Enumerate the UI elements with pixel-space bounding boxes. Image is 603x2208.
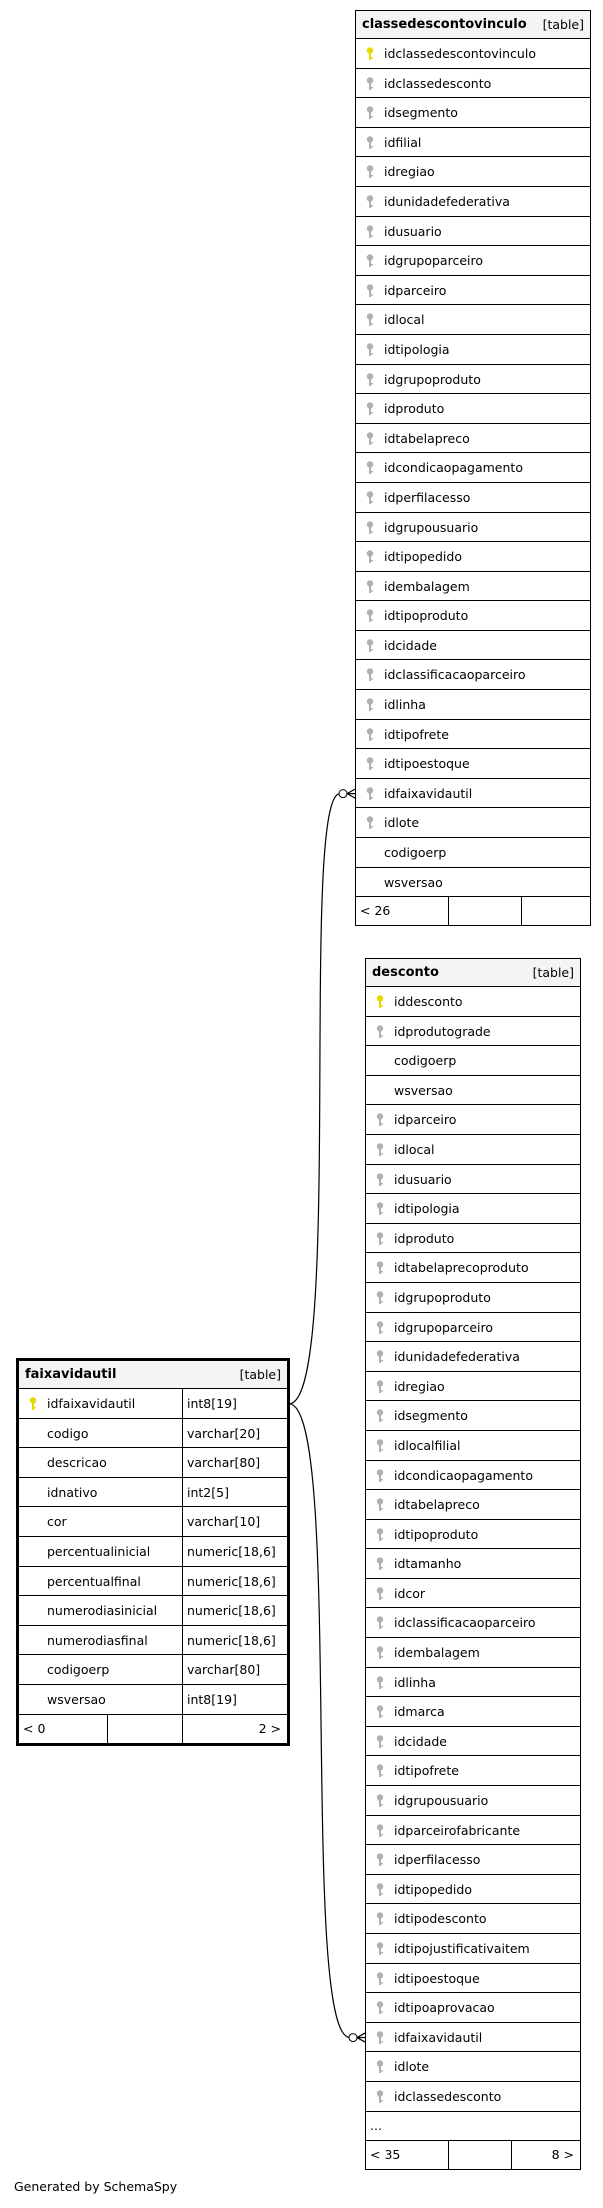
column-name: percentualfinal: [47, 1573, 141, 1589]
column-row[interactable]: [356, 868, 590, 898]
column-name: idperfilacesso: [384, 489, 471, 505]
foreign-key-icon: [366, 698, 374, 712]
footer-left-count[interactable]: < 26: [360, 903, 391, 919]
column-name: idtipoestoque: [394, 1970, 480, 1986]
column-name: codigoerp: [47, 1662, 110, 1678]
foreign-key-icon: [376, 1764, 384, 1778]
column-name: idparceiro: [384, 282, 447, 298]
column-row[interactable]: [366, 1313, 580, 1343]
column-row[interactable]: [366, 1756, 580, 1786]
column-name: idtipoproduto: [384, 608, 469, 624]
column-name: idcidade: [394, 1733, 447, 1749]
foreign-key-icon: [366, 136, 374, 150]
column-name: idlocalfilial: [394, 1437, 461, 1453]
column-type: varchar[20]: [187, 1425, 261, 1441]
column-row[interactable]: [366, 1638, 580, 1668]
table-name[interactable]: faixavidautil: [25, 1367, 117, 1382]
foreign-key-icon: [366, 77, 374, 91]
column-row[interactable]: [19, 1478, 287, 1508]
column-name: idcor: [394, 1585, 426, 1601]
generated-by-note[interactable]: Generated by SchemaSpy: [14, 2179, 178, 2194]
column-list: [19, 1389, 287, 1715]
column-row[interactable]: [366, 1786, 580, 1816]
column-name: codigoerp: [394, 1053, 457, 1069]
column-row[interactable]: [356, 335, 590, 365]
column-row[interactable]: [356, 246, 590, 276]
column-row[interactable]: [366, 1490, 580, 1520]
table-header: [19, 1361, 287, 1389]
column-name: idparceirofabricante: [394, 1822, 521, 1838]
foreign-key-icon: [376, 2001, 384, 2015]
foreign-key-icon: [376, 1972, 384, 1986]
column-row[interactable]: [356, 453, 590, 483]
column-row[interactable]: [366, 1283, 580, 1313]
foreign-key-icon: [376, 1528, 384, 1542]
foreign-key-icon: [376, 2090, 384, 2104]
column-row[interactable]: [366, 1017, 580, 1047]
foreign-key-icon: [366, 550, 374, 564]
column-name: idprodutograde: [394, 1023, 491, 1039]
foreign-key-icon: [376, 1883, 384, 1897]
foreign-key-icon: [376, 1676, 384, 1690]
column-name: codigo: [47, 1425, 89, 1441]
column-row[interactable]: [19, 1419, 287, 1449]
column-name: idlinha: [394, 1674, 436, 1690]
foreign-key-icon: [376, 1261, 384, 1275]
column-row[interactable]: [19, 1685, 287, 1715]
column-name: idusuario: [394, 1171, 452, 1187]
foreign-key-icon: [366, 580, 374, 594]
column-type: numeric[18,6]: [187, 1573, 276, 1589]
column-row[interactable]: [366, 1520, 580, 1550]
column-type: varchar[10]: [187, 1514, 261, 1530]
column-row[interactable]: [356, 631, 590, 661]
column-row[interactable]: [356, 276, 590, 306]
column-type: int8[19]: [187, 1396, 237, 1411]
column-name: idregiao: [384, 164, 435, 180]
column-row[interactable]: [19, 1655, 287, 1685]
column-name: idgrupoparceiro: [394, 1319, 493, 1335]
column-row[interactable]: [366, 1342, 580, 1372]
foreign-key-icon: [376, 1646, 384, 1660]
column-row[interactable]: [356, 69, 590, 99]
column-name: idtipofrete: [384, 726, 449, 742]
foreign-key-icon: [366, 432, 374, 446]
column-row[interactable]: [366, 1461, 580, 1491]
column-name: idnativo: [47, 1484, 98, 1500]
foreign-key-icon: [366, 165, 374, 179]
zero-cardinality-marker: [349, 2034, 357, 2042]
column-row[interactable]: [366, 1727, 580, 1757]
column-name: idlocal: [384, 312, 425, 328]
column-name: idclassedesconto: [394, 2088, 502, 2104]
foreign-key-icon: [376, 1705, 384, 1719]
column-row[interactable]: [356, 157, 590, 187]
foreign-key-icon: [366, 313, 374, 327]
foreign-key-icon: [366, 106, 374, 120]
column-row[interactable]: [366, 2023, 580, 2053]
column-name: idgrupoproduto: [394, 1289, 491, 1305]
column-name: idclassificacaoparceiro: [384, 667, 526, 683]
foreign-key-icon: [376, 2031, 384, 2045]
table-footer: [19, 1715, 287, 1743]
table-desconto[interactable]: [365, 958, 581, 2170]
foreign-key-icon: [366, 225, 374, 239]
column-row[interactable]: [366, 987, 580, 1017]
column-name: idusuario: [384, 223, 442, 239]
column-name: idperfilacesso: [394, 1852, 481, 1868]
column-name: idfaixavidautil: [47, 1396, 136, 1411]
column-type: numeric[18,6]: [187, 1603, 276, 1619]
column-name: idparceiro: [394, 1112, 457, 1128]
foreign-key-icon: [376, 1409, 384, 1423]
column-name: idunidadefederativa: [394, 1349, 520, 1365]
column-row[interactable]: [356, 660, 590, 690]
column-type: int2[5]: [187, 1484, 229, 1500]
column-name: idgrupousuario: [384, 519, 479, 535]
column-name: idtipopedido: [384, 549, 462, 565]
column-row[interactable]: [356, 98, 590, 128]
column-row[interactable]: [356, 749, 590, 779]
column-name: idlote: [384, 815, 420, 831]
foreign-key-icon: [376, 1025, 384, 1039]
column-name: idtabelaprecoproduto: [394, 1260, 529, 1276]
column-name: idtabelapreco: [384, 430, 470, 446]
foreign-key-icon: [376, 1942, 384, 1956]
foreign-key-icon: [376, 1113, 384, 1127]
column-type: int8[19]: [187, 1691, 237, 1707]
more-columns-ellipsis: ...: [366, 2112, 580, 2142]
column-row[interactable]: [366, 1105, 580, 1135]
column-name: idtipoaprovacao: [394, 2000, 495, 2016]
column-row[interactable]: [356, 128, 590, 158]
column-name: idtipopedido: [394, 1881, 472, 1897]
column-name: idtabelapreco: [394, 1497, 480, 1513]
column-name: idproduto: [384, 401, 445, 417]
table-type: [table]: [532, 965, 574, 980]
foreign-key-icon: [376, 1498, 384, 1512]
foreign-key-icon: [376, 1824, 384, 1838]
foreign-key-icon: [366, 284, 374, 298]
column-name: wsversao: [394, 1082, 453, 1098]
column-name: idgrupoparceiro: [384, 253, 483, 269]
column-row[interactable]: [366, 1401, 580, 1431]
column-name: iddesconto: [394, 994, 463, 1009]
foreign-key-icon: [376, 1557, 384, 1571]
column-row[interactable]: [366, 1165, 580, 1195]
column-name: idsegmento: [394, 1408, 468, 1424]
relationship-line-classedescontovinculo: [289, 794, 340, 1404]
table-footer: [366, 2141, 580, 2169]
column-row[interactable]: [19, 1537, 287, 1567]
column-row[interactable]: [356, 305, 590, 335]
table-type: [table]: [239, 1367, 281, 1382]
column-row[interactable]: [366, 1046, 580, 1076]
column-row[interactable]: [366, 1194, 580, 1224]
column-name: idcidade: [384, 637, 437, 653]
table-name[interactable]: desconto: [372, 965, 439, 980]
foreign-key-icon: [366, 639, 374, 653]
foreign-key-icon: [376, 1202, 384, 1216]
column-row[interactable]: [366, 1549, 580, 1579]
column-name: idregiao: [394, 1378, 445, 1394]
primary-key-icon: [366, 47, 374, 61]
column-row[interactable]: [366, 1993, 580, 2023]
foreign-key-icon: [376, 1853, 384, 1867]
column-name: idfaixavidautil: [394, 2029, 483, 2045]
column-row[interactable]: [356, 720, 590, 750]
column-row[interactable]: [19, 1448, 287, 1478]
footer-left-count[interactable]: < 0: [23, 1720, 46, 1736]
column-row[interactable]: [366, 1135, 580, 1165]
column-name: idlinha: [384, 697, 426, 713]
column-name: idmarca: [394, 1704, 445, 1720]
column-row[interactable]: [366, 1431, 580, 1461]
column-row[interactable]: [356, 601, 590, 631]
column-name: idembalagem: [384, 578, 470, 594]
column-row[interactable]: [366, 1904, 580, 1934]
foreign-key-icon: [376, 1291, 384, 1305]
column-row[interactable]: [356, 513, 590, 543]
column-name: numerodiasinicial: [47, 1603, 158, 1619]
table-type: [table]: [542, 17, 584, 32]
column-name: idtamanho: [394, 1556, 462, 1572]
column-row[interactable]: [356, 39, 590, 69]
column-name: idclassedesconto: [384, 75, 492, 91]
column-row[interactable]: [19, 1507, 287, 1537]
column-name: idtipoproduto: [394, 1526, 479, 1542]
primary-key-icon: [376, 995, 384, 1009]
column-name: idtipojustificativaitem: [394, 1941, 530, 1956]
column-list: [366, 987, 580, 2112]
column-row[interactable]: [356, 217, 590, 247]
foreign-key-icon: [376, 1143, 384, 1157]
column-row[interactable]: [356, 690, 590, 720]
foreign-key-icon: [366, 787, 374, 801]
column-row[interactable]: [366, 2052, 580, 2082]
column-name: idclassificacaoparceiro: [394, 1615, 536, 1631]
column-name: idtipologia: [384, 341, 450, 357]
column-row[interactable]: [19, 1389, 287, 1419]
foreign-key-icon: [376, 1380, 384, 1394]
column-type: numeric[18,6]: [187, 1632, 276, 1648]
column-name: idfilial: [384, 134, 422, 150]
column-name: idembalagem: [394, 1645, 480, 1661]
column-row[interactable]: [366, 1608, 580, 1638]
column-name: idlote: [394, 2059, 430, 2075]
foreign-key-icon: [366, 491, 374, 505]
column-type: varchar[80]: [187, 1455, 261, 1471]
column-name: descricao: [47, 1455, 107, 1471]
column-list: [356, 39, 590, 897]
column-row[interactable]: [356, 542, 590, 572]
column-row[interactable]: [366, 1697, 580, 1727]
column-row[interactable]: [356, 838, 590, 868]
footer-right-count[interactable]: 2 >: [258, 1720, 281, 1736]
foreign-key-icon: [366, 402, 374, 416]
foreign-key-icon: [366, 609, 374, 623]
foreign-key-icon: [376, 1232, 384, 1246]
column-name: idsegmento: [384, 105, 458, 121]
foreign-key-icon: [376, 1735, 384, 1749]
relationship-line-desconto: [289, 1404, 350, 2038]
column-row[interactable]: [366, 1076, 580, 1106]
column-row[interactable]: [366, 1816, 580, 1846]
foreign-key-icon: [376, 1350, 384, 1364]
column-name: idproduto: [394, 1230, 455, 1246]
column-row[interactable]: [366, 1875, 580, 1905]
column-row[interactable]: [19, 1567, 287, 1597]
column-row[interactable]: [356, 483, 590, 513]
column-type: numeric[18,6]: [187, 1543, 276, 1559]
column-name: idunidadefederativa: [384, 193, 510, 209]
column-row[interactable]: [356, 365, 590, 395]
column-row[interactable]: [366, 1934, 580, 1964]
foreign-key-icon: [376, 1173, 384, 1187]
foreign-key-icon: [366, 461, 374, 475]
column-row[interactable]: [366, 1668, 580, 1698]
column-row[interactable]: [366, 1372, 580, 1402]
column-row[interactable]: [356, 394, 590, 424]
column-row[interactable]: [366, 2082, 580, 2112]
foreign-key-icon: [376, 1794, 384, 1808]
foreign-key-icon: [376, 1439, 384, 1453]
column-name: codigoerp: [384, 845, 447, 861]
table-footer: [356, 897, 590, 925]
column-name: idtipofrete: [394, 1763, 459, 1779]
primary-key-icon: [29, 1397, 37, 1411]
column-row[interactable]: [366, 1845, 580, 1875]
foreign-key-icon: [366, 343, 374, 357]
column-name: idclassedescontovinculo: [384, 46, 536, 61]
column-row[interactable]: [366, 1224, 580, 1254]
column-row[interactable]: [356, 572, 590, 602]
column-name: idtipoestoque: [384, 756, 470, 772]
column-name: idtipologia: [394, 1201, 460, 1217]
column-row[interactable]: [366, 1964, 580, 1994]
foreign-key-icon: [366, 373, 374, 387]
foreign-key-icon: [366, 728, 374, 742]
table-faixavidautil[interactable]: [16, 1358, 290, 1746]
table-header: [366, 959, 580, 987]
column-row[interactable]: [356, 779, 590, 809]
table-header: [356, 11, 590, 39]
column-name: percentualinicial: [47, 1543, 151, 1559]
footer-right-count[interactable]: 8 >: [551, 2147, 574, 2163]
column-row[interactable]: [366, 1579, 580, 1609]
column-name: idcondicaopagamento: [394, 1467, 533, 1483]
column-name: idgrupoproduto: [384, 371, 481, 387]
column-row[interactable]: [19, 1626, 287, 1656]
column-row[interactable]: [356, 424, 590, 454]
foreign-key-icon: [366, 816, 374, 830]
foreign-key-icon: [376, 1321, 384, 1335]
column-name: wsversao: [384, 874, 443, 890]
column-name: idtipodesconto: [394, 1911, 487, 1927]
column-name: numerodiasfinal: [47, 1632, 148, 1648]
column-name: idlocal: [394, 1141, 435, 1157]
foreign-key-icon: [376, 1587, 384, 1601]
foreign-key-icon: [366, 254, 374, 268]
foreign-key-icon: [366, 757, 374, 771]
foreign-key-icon: [376, 1912, 384, 1926]
foreign-key-icon: [376, 1616, 384, 1630]
foreign-key-icon: [366, 195, 374, 209]
column-row[interactable]: [356, 808, 590, 838]
foreign-key-icon: [376, 2060, 384, 2074]
column-type: varchar[80]: [187, 1662, 261, 1678]
zero-cardinality-marker: [339, 790, 347, 798]
footer-left-count[interactable]: < 35: [370, 2147, 401, 2163]
foreign-key-icon: [366, 521, 374, 535]
table-classedescontovinculo[interactable]: [355, 10, 591, 926]
column-name: idgrupousuario: [394, 1793, 489, 1809]
column-row[interactable]: [19, 1596, 287, 1626]
foreign-key-icon: [376, 1469, 384, 1483]
foreign-key-icon: [366, 668, 374, 682]
column-row[interactable]: [366, 1253, 580, 1283]
column-name: cor: [47, 1514, 67, 1530]
column-name: idcondicaopagamento: [384, 460, 523, 476]
column-name: idfaixavidautil: [384, 785, 473, 801]
column-row[interactable]: [356, 187, 590, 217]
table-name[interactable]: classedescontovinculo: [362, 17, 527, 32]
column-name: wsversao: [47, 1691, 106, 1707]
